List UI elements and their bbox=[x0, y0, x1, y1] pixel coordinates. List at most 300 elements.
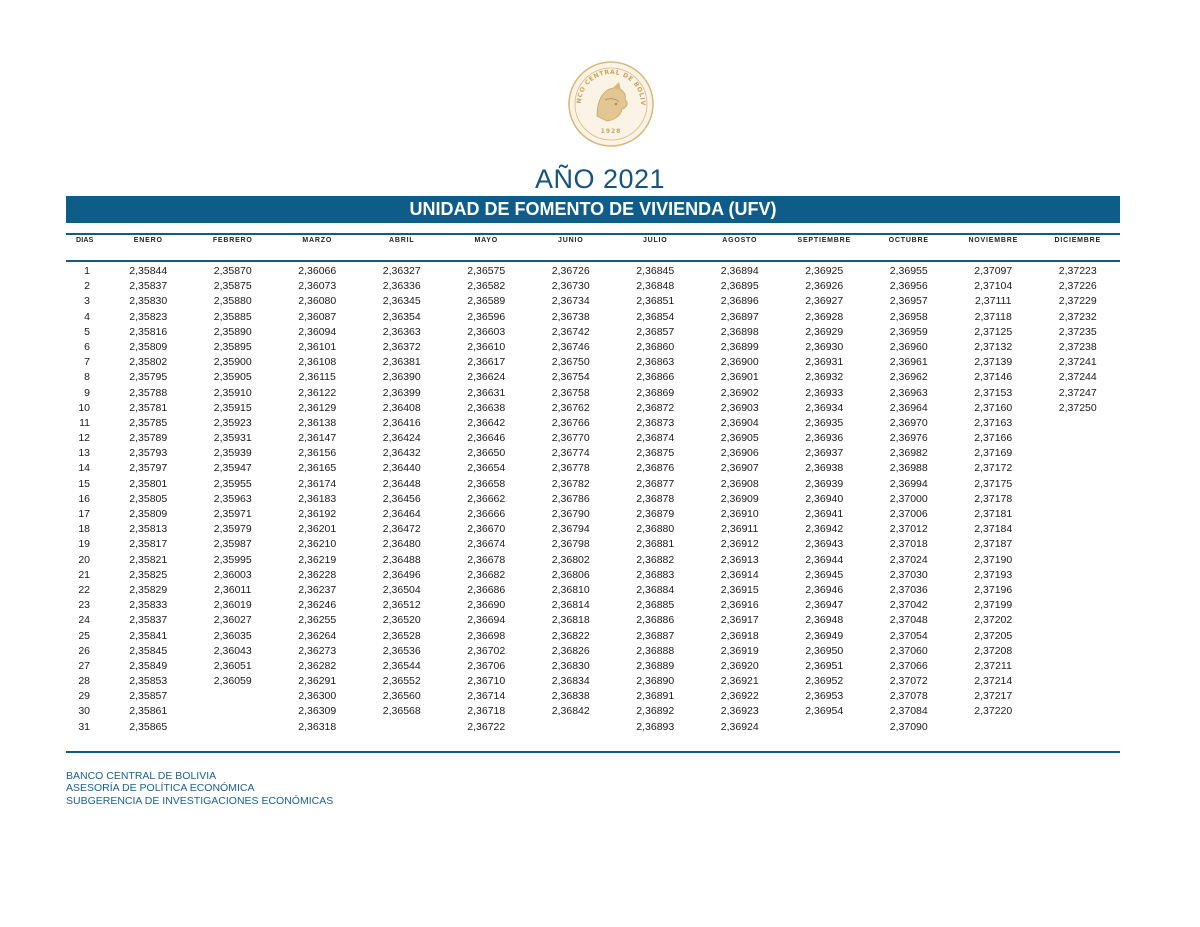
ufv-value-cell: 2,36939 bbox=[805, 477, 844, 490]
ufv-value-cell: 2,36246 bbox=[298, 599, 337, 612]
ufv-value-cell bbox=[1036, 537, 1121, 552]
ufv-value-cell: 2,37214 bbox=[974, 675, 1013, 688]
ufv-value-cell bbox=[951, 720, 1036, 735]
ufv-value-cell: 2,36210 bbox=[298, 538, 337, 551]
ufv-value-cell: 2,36921 bbox=[720, 675, 759, 688]
ufv-value-cell: 2,36948 bbox=[805, 614, 844, 627]
ufv-value-cell: 2,36982 bbox=[889, 447, 928, 460]
ufv-value-cell: 2,37202 bbox=[974, 614, 1013, 627]
ufv-value-cell: 2,36147 bbox=[298, 432, 337, 445]
ufv-value-cell: 2,36108 bbox=[298, 356, 337, 369]
ufv-value-cell: 2,36873 bbox=[636, 416, 675, 429]
table-title-banner: UNIDAD DE FOMENTO DE VIVIENDA (UFV) bbox=[66, 196, 1120, 223]
ufv-value-cell: 2,37232 bbox=[1058, 310, 1097, 323]
ufv-value-cell: 2,36950 bbox=[805, 644, 844, 657]
ufv-value-cell: 2,37139 bbox=[974, 356, 1013, 369]
ufv-value-cell bbox=[1036, 568, 1121, 583]
ufv-value-cell: 2,36714 bbox=[467, 690, 506, 703]
year-title: AÑO 2021 bbox=[534, 164, 666, 194]
ufv-value-cell: 2,35833 bbox=[129, 599, 168, 612]
ufv-value-cell: 2,36892 bbox=[636, 705, 675, 718]
ufv-value-cell: 2,36624 bbox=[467, 371, 506, 384]
day-number-cell: 5 bbox=[84, 325, 90, 338]
ufv-value-cell: 2,36589 bbox=[467, 295, 506, 308]
column-header-julio: JULIO bbox=[642, 237, 668, 244]
ufv-value-cell: 2,36957 bbox=[889, 295, 928, 308]
ufv-value-cell: 2,36786 bbox=[551, 492, 590, 505]
ufv-value-cell bbox=[1036, 629, 1121, 644]
footer bbox=[66, 770, 333, 807]
ufv-value-cell: 2,36536 bbox=[382, 644, 421, 657]
ufv-value-cell: 2,36408 bbox=[382, 401, 421, 414]
ufv-value-cell: 2,35875 bbox=[213, 280, 252, 293]
ufv-value-cell: 2,37169 bbox=[974, 447, 1013, 460]
ufv-value-cell: 2,37060 bbox=[889, 644, 928, 657]
table-row bbox=[66, 598, 1120, 613]
ufv-value-cell: 2,35837 bbox=[129, 614, 168, 627]
ufv-value-cell: 2,36874 bbox=[636, 432, 675, 445]
ufv-value-cell: 2,36094 bbox=[298, 325, 337, 338]
ufv-value-cell: 2,36988 bbox=[889, 462, 928, 475]
column-header-febrero: FEBRERO bbox=[212, 237, 253, 244]
day-number-cell: 11 bbox=[79, 416, 90, 429]
ufv-value-cell: 2,36432 bbox=[382, 447, 421, 460]
table-row bbox=[66, 325, 1120, 340]
ufv-value-cell: 2,36734 bbox=[551, 295, 590, 308]
day-number-cell: 25 bbox=[78, 629, 90, 642]
table-row bbox=[66, 720, 1120, 735]
table-row bbox=[66, 553, 1120, 568]
ufv-value-cell: 2,36941 bbox=[805, 508, 844, 520]
ufv-value-cell: 2,36237 bbox=[298, 583, 337, 596]
ufv-value-cell: 2,37048 bbox=[889, 614, 928, 627]
ufv-value-cell: 2,36953 bbox=[805, 690, 844, 703]
ufv-value-cell: 2,37190 bbox=[974, 553, 1013, 566]
ufv-value-cell: 2,35979 bbox=[213, 523, 252, 536]
ufv-value-cell: 2,37229 bbox=[1058, 295, 1097, 308]
ufv-value-cell: 2,36730 bbox=[551, 280, 590, 293]
ufv-value-cell: 2,36905 bbox=[720, 432, 759, 445]
ufv-value-cell: 2,36782 bbox=[551, 477, 590, 490]
ufv-value-cell bbox=[1036, 492, 1121, 507]
ufv-value-cell: 2,36794 bbox=[551, 523, 590, 536]
ufv-value-cell: 2,37042 bbox=[889, 599, 928, 612]
footer-institution: BANCO CENTRAL DE BOLIVIA bbox=[66, 770, 217, 782]
ufv-value-cell: 2,36520 bbox=[382, 614, 421, 627]
ufv-value-cell: 2,36885 bbox=[636, 599, 675, 612]
ufv-value-cell: 2,35853 bbox=[129, 675, 168, 688]
ufv-value-cell: 2,36726 bbox=[551, 265, 590, 277]
ufv-value-cell: 2,36914 bbox=[720, 568, 759, 581]
ufv-value-cell: 2,37125 bbox=[974, 325, 1013, 338]
ufv-value-cell: 2,36838 bbox=[551, 690, 590, 703]
ufv-value-cell: 2,36686 bbox=[467, 583, 506, 596]
ufv-value-cell bbox=[1036, 446, 1121, 461]
ufv-value-cell: 2,36273 bbox=[298, 644, 337, 657]
ufv-value-cell bbox=[360, 720, 445, 735]
day-number-cell: 6 bbox=[84, 340, 90, 353]
ufv-value-cell: 2,36381 bbox=[382, 356, 421, 369]
table-body bbox=[66, 264, 1120, 735]
ufv-value-cell: 2,36674 bbox=[467, 538, 506, 551]
ufv-value-cell: 2,36854 bbox=[636, 310, 675, 323]
ufv-value-cell: 2,37247 bbox=[1058, 386, 1097, 399]
column-header-abril: ABRIL bbox=[389, 237, 415, 244]
ufv-value-cell bbox=[1036, 704, 1121, 719]
ufv-value-cell: 2,36472 bbox=[382, 523, 421, 536]
ufv-value-cell: 2,36934 bbox=[805, 401, 844, 414]
day-number-cell: 26 bbox=[78, 644, 90, 657]
ufv-value-cell: 2,36889 bbox=[636, 659, 675, 672]
ufv-value-cell: 2,36918 bbox=[720, 629, 759, 642]
table-row bbox=[66, 386, 1120, 401]
table-row bbox=[66, 340, 1120, 355]
ufv-value-cell: 2,36901 bbox=[720, 371, 759, 384]
ufv-value-cell bbox=[1036, 461, 1121, 476]
ufv-value-cell: 2,36845 bbox=[636, 265, 675, 277]
column-header-enero: ENERO bbox=[133, 237, 163, 244]
ufv-value-cell bbox=[1036, 477, 1121, 492]
ufv-value-cell: 2,36924 bbox=[720, 720, 759, 733]
ufv-value-cell: 2,36638 bbox=[467, 401, 506, 414]
ufv-value-cell: 2,36884 bbox=[636, 583, 675, 596]
column-header-noviembre: NOVIEMBRE bbox=[968, 237, 1019, 244]
day-number-cell: 24 bbox=[78, 614, 90, 627]
ufv-value-cell: 2,36926 bbox=[805, 280, 844, 293]
ufv-value-cell: 2,35895 bbox=[213, 340, 252, 353]
ufv-value-cell: 2,36944 bbox=[805, 553, 844, 566]
ufv-value-cell: 2,36115 bbox=[298, 371, 336, 384]
ufv-value-cell: 2,36878 bbox=[636, 492, 675, 505]
ufv-value-cell: 2,36810 bbox=[551, 583, 590, 596]
ufv-value-cell: 2,37250 bbox=[1058, 401, 1097, 414]
ufv-value-cell: 2,36893 bbox=[636, 720, 675, 733]
day-number-cell: 17 bbox=[78, 508, 90, 520]
ufv-value-cell: 2,36930 bbox=[805, 340, 844, 353]
ufv-value-cell: 2,36933 bbox=[805, 386, 844, 399]
table-row bbox=[66, 629, 1120, 644]
ufv-value-cell: 2,36834 bbox=[551, 675, 590, 688]
ufv-value-cell: 2,36875 bbox=[636, 447, 675, 460]
ufv-value-cell bbox=[1036, 720, 1121, 735]
ufv-value-cell: 2,36682 bbox=[467, 568, 506, 581]
ufv-value-cell: 2,37196 bbox=[974, 583, 1013, 596]
ufv-value-cell: 2,36955 bbox=[889, 265, 928, 277]
ufv-value-cell: 2,35789 bbox=[129, 432, 168, 445]
ufv-value-cell: 2,35910 bbox=[213, 386, 252, 399]
ufv-value-cell: 2,36528 bbox=[382, 629, 421, 642]
ufv-value-cell: 2,37132 bbox=[974, 340, 1013, 353]
ufv-value-cell: 2,37184 bbox=[974, 523, 1013, 536]
ufv-value-cell: 2,36582 bbox=[467, 280, 506, 293]
table-row bbox=[66, 507, 1120, 522]
ufv-value-cell: 2,36929 bbox=[805, 325, 844, 338]
ufv-value-cell: 2,37217 bbox=[974, 690, 1013, 703]
ufv-value-cell: 2,36900 bbox=[720, 356, 759, 369]
ufv-value-cell: 2,37241 bbox=[1058, 356, 1097, 369]
column-header-mayo: MAYO bbox=[474, 237, 499, 244]
ufv-value-cell: 2,37181 bbox=[974, 508, 1013, 520]
ufv-value-cell: 2,36970 bbox=[889, 416, 928, 429]
ufv-value-cell: 2,36952 bbox=[805, 675, 844, 688]
ufv-value-cell: 2,35947 bbox=[213, 462, 252, 475]
ufv-value-cell: 2,36174 bbox=[298, 477, 337, 490]
ufv-value-cell: 2,37066 bbox=[889, 659, 928, 672]
ufv-value-cell: 2,36345 bbox=[382, 295, 421, 308]
ufv-value-cell: 2,37084 bbox=[889, 705, 928, 718]
ufv-value-cell: 2,35795 bbox=[129, 371, 168, 384]
ufv-value-cell: 2,37244 bbox=[1058, 371, 1097, 384]
ufv-value-cell: 2,36954 bbox=[805, 705, 844, 718]
ufv-value-cell: 2,36945 bbox=[805, 568, 844, 581]
svg-text:BANCO CENTRAL DE BOLIVIA: NCO CENTRAL DE BOLIV bbox=[575, 68, 647, 107]
ufv-value-cell: 2,35809 bbox=[129, 340, 168, 353]
ufv-value-cell: 2,36891 bbox=[636, 690, 675, 703]
ufv-value-cell: 2,36746 bbox=[551, 340, 590, 353]
ufv-value-cell: 2,36027 bbox=[213, 614, 252, 627]
ufv-value-cell bbox=[191, 689, 276, 704]
ufv-value-cell bbox=[1036, 598, 1121, 613]
column-header-dias: DIAS bbox=[76, 237, 94, 244]
ufv-value-cell: 2,36654 bbox=[467, 462, 506, 475]
ufv-value-cell: 2,36670 bbox=[467, 523, 506, 536]
ufv-value-cell: 2,36882 bbox=[636, 553, 675, 566]
ufv-value-cell: 2,36888 bbox=[636, 644, 675, 657]
ufv-value-cell: 2,37104 bbox=[974, 280, 1013, 293]
day-number-cell: 8 bbox=[84, 371, 90, 384]
ufv-value-cell: 2,36912 bbox=[720, 538, 759, 551]
day-number-cell: 27 bbox=[78, 659, 90, 672]
ufv-value-cell: 2,36842 bbox=[551, 705, 590, 718]
ufv-value-cell: 2,36219 bbox=[298, 553, 337, 566]
ufv-value-cell: 2,36766 bbox=[551, 416, 590, 429]
ufv-value-cell: 2,37166 bbox=[974, 432, 1013, 445]
ufv-value-cell: 2,37226 bbox=[1058, 280, 1097, 293]
ufv-value-cell: 2,35971 bbox=[213, 508, 252, 520]
ufv-value-cell: 2,36122 bbox=[298, 386, 337, 399]
ufv-value-cell: 2,36738 bbox=[551, 310, 590, 323]
column-header-marzo: MARZO bbox=[302, 237, 333, 244]
ufv-value-cell: 2,36925 bbox=[805, 265, 844, 277]
ufv-value-cell: 2,36327 bbox=[382, 265, 421, 277]
ufv-value-cell: 2,36919 bbox=[720, 644, 759, 657]
ufv-value-cell: 2,36678 bbox=[467, 553, 506, 566]
ufv-value-cell: 2,36488 bbox=[382, 553, 421, 566]
table-header-divider bbox=[66, 260, 1120, 262]
ufv-value-cell bbox=[1036, 522, 1121, 537]
ufv-value-cell: 2,36603 bbox=[467, 325, 506, 338]
ufv-value-cell: 2,36416 bbox=[382, 416, 421, 429]
ufv-value-cell: 2,36920 bbox=[720, 659, 759, 672]
ufv-value-cell: 2,36887 bbox=[636, 629, 675, 642]
ufv-value-cell: 2,36890 bbox=[636, 675, 675, 688]
ufv-value-cell: 2,37205 bbox=[974, 629, 1013, 642]
ufv-value-cell: 2,36943 bbox=[805, 538, 844, 551]
ufv-value-cell: 2,36051 bbox=[213, 659, 252, 672]
ufv-value-cell: 2,36480 bbox=[382, 538, 421, 551]
ufv-value-cell: 2,36718 bbox=[467, 705, 506, 718]
ufv-value-cell: 2,36642 bbox=[467, 416, 506, 429]
ufv-value-cell: 2,37175 bbox=[974, 477, 1013, 490]
ufv-value-cell: 2,35817 bbox=[129, 538, 168, 551]
ufv-value-cell: 2,35845 bbox=[129, 644, 168, 657]
day-number-cell: 31 bbox=[78, 720, 90, 733]
ufv-value-cell: 2,36390 bbox=[382, 371, 421, 384]
ufv-value-cell: 2,36879 bbox=[636, 508, 675, 520]
table-bottom-divider bbox=[66, 751, 1120, 753]
ufv-value-cell: 2,36596 bbox=[467, 310, 506, 323]
ufv-value-cell: 2,36814 bbox=[551, 599, 590, 612]
ufv-value-cell: 2,36778 bbox=[551, 462, 590, 475]
ufv-value-cell: 2,37193 bbox=[974, 568, 1013, 581]
table-row bbox=[66, 355, 1120, 370]
ufv-value-cell: 2,35802 bbox=[129, 356, 168, 369]
ufv-value-cell: 2,36931 bbox=[805, 356, 844, 369]
ufv-value-cell: 2,36886 bbox=[636, 614, 675, 627]
ufv-value-cell: 2,36201 bbox=[298, 523, 337, 536]
ufv-value-cell: 2,36255 bbox=[298, 614, 337, 627]
ufv-value-cell: 2,36964 bbox=[889, 401, 928, 414]
ufv-value-cell: 2,36291 bbox=[298, 675, 337, 688]
ufv-value-cell: 2,36903 bbox=[720, 401, 759, 414]
ufv-value-cell: 2,35915 bbox=[213, 401, 252, 414]
table-top-divider bbox=[66, 233, 1120, 235]
ufv-value-cell: 2,37018 bbox=[889, 538, 928, 551]
ufv-value-cell: 2,36087 bbox=[298, 310, 337, 323]
footer-subdepartment: SUBGERENCIA DE INVESTIGACIONES ECONÓMICAS bbox=[66, 794, 334, 807]
ufv-value-cell: 2,37078 bbox=[889, 690, 928, 703]
ufv-value-cell: 2,36860 bbox=[636, 340, 675, 353]
table-row bbox=[66, 370, 1120, 385]
ufv-value-cell: 2,35816 bbox=[129, 325, 168, 338]
ufv-value-cell: 2,37030 bbox=[889, 568, 928, 581]
ufv-value-cell: 2,37187 bbox=[974, 538, 1013, 551]
ufv-value-cell: 2,35861 bbox=[129, 705, 168, 718]
ufv-value-cell bbox=[1036, 553, 1121, 568]
ufv-value-cell: 2,36101 bbox=[298, 340, 337, 353]
ufv-value-cell: 2,36282 bbox=[298, 659, 337, 672]
ufv-value-cell: 2,37172 bbox=[974, 462, 1013, 475]
ufv-value-cell: 2,36956 bbox=[889, 280, 928, 293]
ufv-value-cell: 2,36758 bbox=[551, 386, 590, 399]
ufv-value-cell: 2,37118 bbox=[974, 310, 1012, 323]
ufv-value-cell: 2,35870 bbox=[213, 265, 252, 277]
ufv-value-cell: 2,36872 bbox=[636, 401, 675, 414]
ufv-value-cell: 2,35837 bbox=[129, 280, 168, 293]
ufv-value-cell: 2,36946 bbox=[805, 583, 844, 596]
day-number-cell: 29 bbox=[78, 690, 90, 703]
ufv-value-cell: 2,35865 bbox=[129, 720, 168, 733]
ufv-value-cell: 2,36822 bbox=[551, 629, 590, 642]
ufv-value-cell: 2,36750 bbox=[551, 356, 590, 369]
ufv-value-cell: 2,35781 bbox=[129, 401, 168, 414]
ufv-value-cell: 2,35939 bbox=[213, 447, 252, 460]
day-number-cell: 16 bbox=[78, 492, 90, 505]
ufv-value-cell: 2,35885 bbox=[213, 310, 252, 323]
ufv-value-cell: 2,36662 bbox=[467, 492, 506, 505]
table-row bbox=[66, 644, 1120, 659]
ufv-value-cell: 2,36512 bbox=[382, 599, 421, 612]
ufv-value-cell: 2,36658 bbox=[467, 477, 506, 490]
ufv-value-cell bbox=[1036, 689, 1121, 704]
ufv-value-cell: 2,36866 bbox=[636, 371, 675, 384]
table-row bbox=[66, 583, 1120, 598]
ufv-value-cell: 2,36830 bbox=[551, 659, 590, 672]
ufv-value-cell: 2,36895 bbox=[720, 280, 759, 293]
ufv-value-cell: 2,36898 bbox=[720, 325, 759, 338]
ufv-value-cell: 2,36913 bbox=[720, 553, 759, 566]
ufv-value-cell: 2,36742 bbox=[551, 325, 590, 338]
ufv-value-cell: 2,36552 bbox=[382, 675, 421, 688]
ufv-value-cell: 2,36706 bbox=[467, 659, 506, 672]
ufv-value-cell: 2,36631 bbox=[467, 386, 506, 399]
ufv-value-cell: 2,36754 bbox=[551, 371, 590, 384]
day-number-cell: 3 bbox=[84, 295, 90, 308]
ufv-value-cell: 2,35841 bbox=[129, 629, 168, 642]
ufv-value-cell: 2,37006 bbox=[889, 508, 928, 520]
day-number-cell: 7 bbox=[84, 356, 90, 369]
ufv-value-cell: 2,36722 bbox=[467, 720, 506, 733]
ufv-value-cell bbox=[1036, 583, 1121, 598]
ufv-value-cell: 2,36043 bbox=[213, 644, 252, 657]
ufv-value-cell: 2,37036 bbox=[889, 583, 928, 596]
ufv-value-cell bbox=[1036, 416, 1121, 431]
day-number-cell: 18 bbox=[78, 523, 90, 536]
ufv-value-cell: 2,36880 bbox=[636, 523, 675, 536]
ufv-value-cell: 2,36192 bbox=[298, 508, 337, 520]
ufv-value-cell: 2,36496 bbox=[382, 568, 421, 581]
ufv-value-cell: 2,36818 bbox=[551, 614, 590, 627]
ufv-value-cell: 2,35857 bbox=[129, 690, 168, 703]
ufv-value-cell: 2,35963 bbox=[213, 492, 252, 505]
ufv-value-cell: 2,36961 bbox=[889, 356, 928, 369]
table-row bbox=[66, 522, 1120, 537]
ufv-value-cell: 2,36694 bbox=[467, 614, 506, 627]
ufv-value-cell: 2,36138 bbox=[298, 416, 337, 429]
ufv-value-cell: 2,36896 bbox=[720, 295, 759, 308]
ufv-value-cell: 2,36544 bbox=[382, 659, 421, 672]
day-number-cell: 1 bbox=[84, 265, 90, 277]
table-row bbox=[66, 416, 1120, 431]
ufv-value-cell: 2,36710 bbox=[467, 675, 506, 688]
day-number-cell: 20 bbox=[78, 553, 90, 566]
ufv-value-cell: 2,37000 bbox=[889, 492, 928, 505]
table-row bbox=[66, 310, 1120, 325]
bank-seal-logo bbox=[567, 60, 655, 148]
day-number-cell: 9 bbox=[84, 386, 90, 399]
ufv-value-cell: 2,36915 bbox=[720, 583, 759, 596]
ufv-value-cell: 2,35900 bbox=[213, 356, 252, 369]
ufv-value-cell: 2,36264 bbox=[298, 629, 337, 642]
ufv-value-cell: 2,36690 bbox=[467, 599, 506, 612]
ufv-value-cell: 2,36958 bbox=[889, 310, 928, 323]
ufv-value-cell: 2,35801 bbox=[129, 477, 168, 490]
table-row bbox=[66, 674, 1120, 689]
ufv-value-cell: 2,36399 bbox=[382, 386, 421, 399]
ufv-value-cell: 2,35793 bbox=[129, 447, 168, 460]
day-number-cell: 4 bbox=[84, 310, 90, 323]
ufv-value-cell: 2,36806 bbox=[551, 568, 590, 581]
ufv-value-cell bbox=[1036, 674, 1121, 689]
ufv-value-cell: 2,37097 bbox=[974, 265, 1013, 277]
ufv-value-cell: 2,36183 bbox=[298, 492, 337, 505]
ufv-value-cell: 2,36440 bbox=[382, 462, 421, 475]
table-row bbox=[66, 613, 1120, 628]
column-header-octubre: OCTUBRE bbox=[888, 237, 929, 244]
table-row bbox=[66, 568, 1120, 583]
ufv-value-cell bbox=[782, 720, 867, 735]
ufv-value-cell: 2,35880 bbox=[213, 295, 252, 308]
